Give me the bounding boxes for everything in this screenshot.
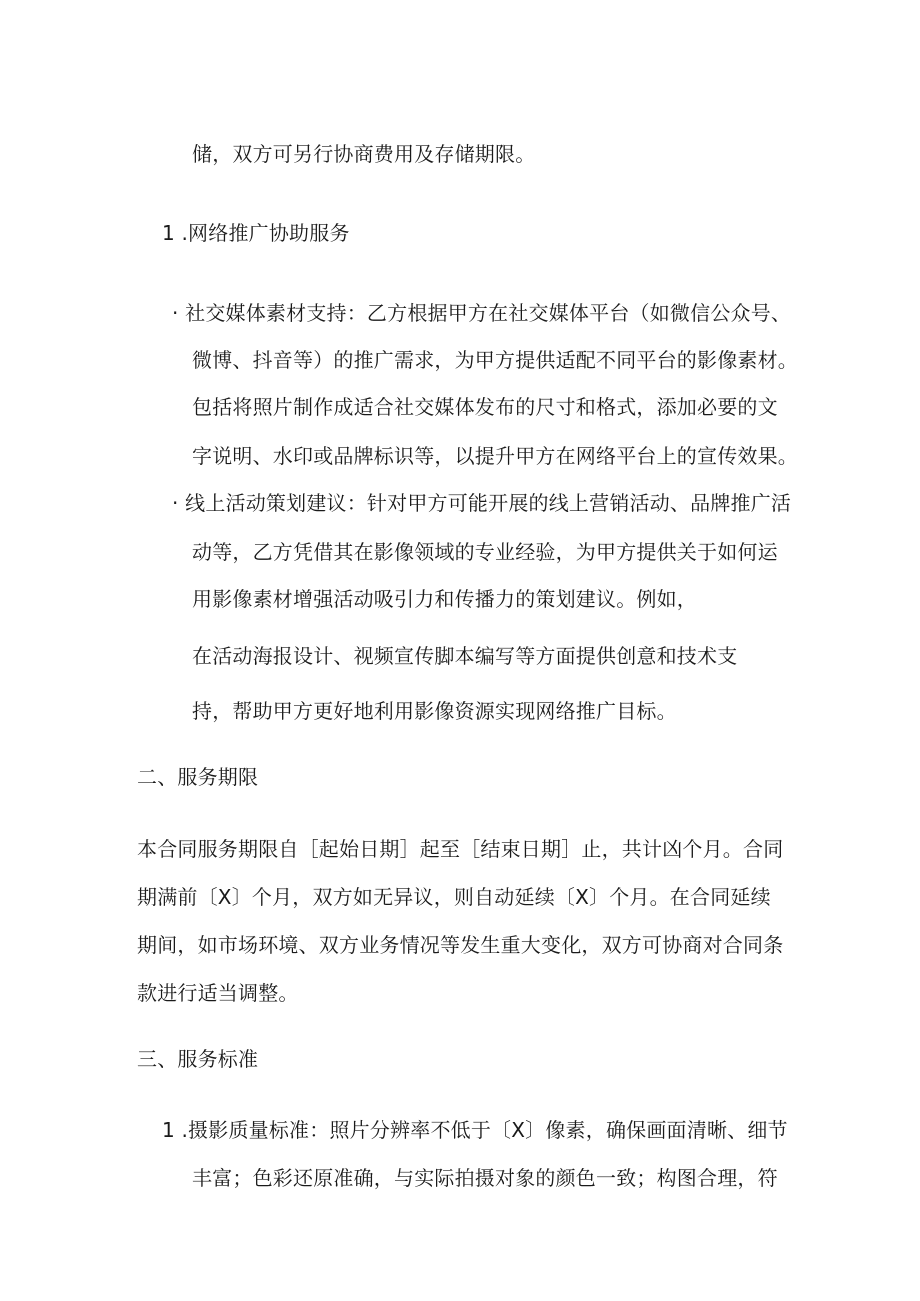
- bullet-line: · 线上活动策划建议：针对甲方可能开展的线上营销活动、品牌推广活: [172, 491, 792, 515]
- paragraph-line: 丰富；色彩还原准确，与实际拍摄对象的颜色一致；构图合理，符: [192, 1166, 778, 1190]
- paragraph-line: 用影像素材增强活动吸引力和传播力的策划建议。例如，: [192, 587, 697, 611]
- paragraph-line: 在活动海报设计、视频宣传脚本编写等方面提供创意和技术支: [192, 644, 738, 668]
- section-heading: 二、服务期限: [137, 765, 259, 789]
- paragraph-line: 期满前〔X〕个月，双方如无异议，则自动延续〔X〕个月。在合同延续: [137, 885, 771, 909]
- paragraph-line: 字说明、水印或品牌标识等，以提升甲方在网络平台上的宣传效果。: [192, 444, 798, 468]
- paragraph-line: 包括将照片制作成适合社交媒体发布的尺寸和格式，添加必要的文: [192, 395, 778, 419]
- paragraph-line: 储，双方可另行协商费用及存储期限。: [192, 142, 536, 166]
- paragraph-line: 持，帮助甲方更好地利用影像资源实现网络推广目标。: [192, 699, 677, 723]
- paragraph-line: 款进行适当调整。: [137, 981, 299, 1005]
- paragraph-line: 微博、抖音等）的推广需求，为甲方提供适配不同平台的影像素材。: [192, 348, 798, 372]
- paragraph-line: 期间，如市场环境、双方业务情况等发生重大变化，双方可协商对合同条: [137, 933, 784, 957]
- bullet-line: · 社交媒体素材支持：乙方根据甲方在社交媒体平台（如微信公众号、: [172, 301, 792, 325]
- section-item-heading: 1 .摄影质量标准：照片分辨率不低于〔X〕像素，确保画面清晰、细节: [162, 1118, 788, 1142]
- section-heading: 三、服务标准: [137, 1047, 259, 1071]
- section-item-heading: 1 .网络推广协助服务: [162, 221, 350, 245]
- paragraph-line: 动等，乙方凭借其在影像领域的专业经验，为甲方提供关于如何运: [192, 540, 778, 564]
- paragraph-line: 本合同服务期限自［起始日期］起至［结束日期］止，共计凶个月。合同: [137, 837, 784, 861]
